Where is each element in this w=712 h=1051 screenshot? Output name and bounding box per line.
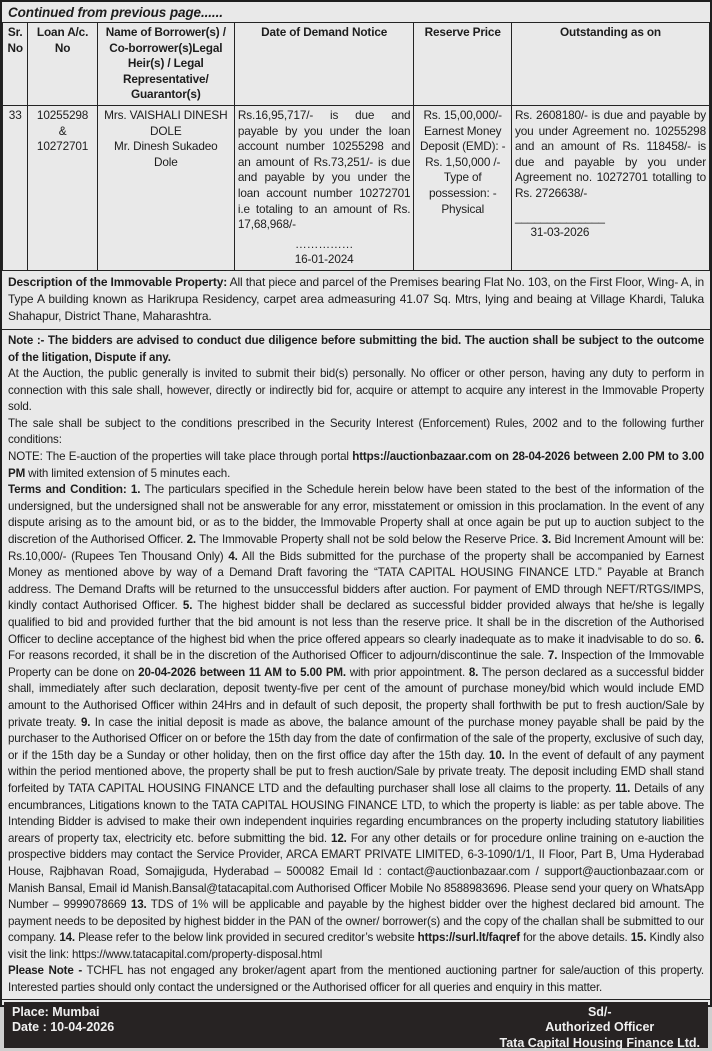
cell-demand-notice bbox=[234, 105, 414, 270]
continued-header: Continued from previous page...... bbox=[8, 5, 223, 20]
cell-outstanding bbox=[512, 105, 710, 270]
paragraph-terms-and-conditions: Terms and Condition: 1. The particulars specified in the Schedule herein below have been stated to the best of the information of the undersigned, but the undersigned shall not be answerable for any error, misstatement or omission in this proclamation. In the event of any dispute arising as to the amount bid, or as to the bidder, the Immovable Property shall at once again be put up to auction subject to the discretion of the Authorised Officer. 2. The Immovable Property shall not be sold below the Reserve Price. 3. Bid Increment Amount will be: Rs.10,000/- (Rupees Ten Thousand Only) 4. All the Bids submitted for the purchase of the property shall be accompanied by Earnest Money as mentioned above by way of a Demand Draft favoring the “TATA CAPITAL HOUSING FINANCE LTD.” Payable at Branch address. The Demand Drafts will be returned to the unsuccessful bidders after auction. For payment of EMD through NEFT/RTGS/IMPS, kindly contact Authorised Officer. 5. The highest bidder shall be declared as successful bidder provided always that he/she is legally qualified to bid and provided further that the bid amount is not less than the reserve price. It shall be in the discretion of the Authorised Officer to decline acceptance of the highest bid when the price offered appears so clearly inadequate as to make it inadvisable to do so. 6. For reasons recorded, it shall be in the discretion of the Authorised Officer to adjourn/discontinue the sale. 7. Inspection of the Immovable Property can be done on 20-04-2026 between 11 AM to 5.00 PM. with prior appointment. 8. The person declared as a successful bidder shall, immediately after such declaration, deposit twenty-five per cent of the amount of purchase money/bid which would include EMD amount to the Authorised Officer within 24Hrs and in default of such deposit, the property shall forthwith be put to fresh auction/Sale by private treaty. 9. In case the initial deposit is made as above, the balance amount of the purchase money payable shall be paid by the purchaser to the Authorised Officer on or before the 15th day from the date of confirmation of the sale of the property, exclusive of such day, or if the 15th day be a Sunday or other holiday, then on the first office day after the 15th day. 10. In the event of default of any payment within the period mentioned above, the property shall be put to fresh auction/Sale by private treaty. The deposit including EMD shall stand forfeited by TATA CAPITAL HOUSING FINANCE LTD and the defaulting purchaser shall lose all claims to the property. 11. Details of any encumbrances, Litigations known to the TATA CAPITAL HOUSING FINANCE LTD, to which the property is liable: as per table above. The Intending Bidder is advised to make their own independent inquiries regarding encumbrances on the property including statutory liabilities arears of property tax, electricity etc. before submitting the bid. 12. For any other details or for procedure online training on e-auction the prospective bidders may contact the Service Provider, ARCA EMART PRIVATE LIMITED, 6-3-1090/1/1, II Floor, Part B, Uma Hyderabad House, Rajbhavan Road, Somajiguda, Hyderabad – 500082 Email Id : contact@auctionbazaar.com / support@auctionbazaar.com or Manish Bansal, Email id Manish.Bansal@tatacapital.com Authorised Officer Mobile No 8588983696. Please send your query on WhatsApp Number – 9999078669 13. TDS of 1% will be applicable and payable by the highest bidder over the highest declared bid amount. The payment needs to be deposited by highest bidder in the PAN of the owner/ borrower(s) and the copy of the challan shall be submitted to our company. 14. Please refer to the below link provided in secured creditor’s website https://surl.lt/faqref for the above details. 15. Kindly also visit the link: https://www.tatacapital.com/property-disposal.html bbox=[8, 483, 705, 961]
footer-signature-block bbox=[500, 1005, 700, 1051]
footer-company: Tata Capital Housing Finance Ltd. bbox=[499, 1035, 700, 1050]
table-row bbox=[3, 105, 710, 270]
footer-place: Place: Mumbai bbox=[12, 1004, 100, 1019]
outstanding-sign-line: ______________ bbox=[515, 209, 605, 224]
header-demand-notice: Date of Demand Notice bbox=[234, 23, 414, 106]
footer-authorized-officer: Authorized Officer bbox=[545, 1020, 655, 1035]
paragraph-sale-conditions: The sale shall be subject to the conditions prescribed in the Security Interest (Enforcement) Rules, 2002 and to the following further conditions: bbox=[8, 416, 704, 447]
header-sr-no: Sr. No bbox=[3, 23, 28, 106]
paragraph-eauction-note: NOTE: The E-auction of the properties will take place through portal https://auctionbazaar.com on 28-04-2026 between 2.00 PM to 3.00 PM with limited extension of 5 minutes each. bbox=[8, 450, 704, 480]
header-reserve-price: Reserve Price bbox=[414, 23, 512, 106]
outstanding-text: Rs. 2608180/- is due and payable by you under Agreement no. 10255298 and an amount of Rs. 118458/- is due and payable by you under Agreement no. 10272701 totalling to Rs. 2726638/- bbox=[515, 107, 706, 200]
property-description: Description of the Immovable Property: All that piece and parcel of the Premises bearing Flat No. 103, on the First Floor, Wing- A, in Type A building known as Harikrupa Residency, carpet area admeasuring 41.07 Sq. Mtrs, lying and beaing at Village Khardi, Taluka Shahapur, District Thane, Maharashtra. bbox=[2, 271, 710, 330]
outstanding-date: 31-03-2026 bbox=[530, 225, 590, 240]
cell-loan-ac: 10255298 & 10272701 bbox=[28, 105, 97, 270]
header-borrower-name: Name of Borrower(s) / Co-borrower(s)Legal Heir(s) / Legal Representative/ Guarantor(s) bbox=[97, 23, 234, 106]
loan-details-table bbox=[2, 22, 710, 271]
paragraph-note: Note :- The bidders are advised to conduct due diligence before submitting the bid. The auction shall be subject to the outcome of the litigation, Dispute if any. bbox=[8, 333, 704, 364]
body-text-section bbox=[2, 330, 710, 1000]
table-header-row bbox=[3, 23, 710, 106]
footer-bar bbox=[4, 1002, 708, 1048]
demand-notice-date: 16-01-2024 bbox=[294, 252, 354, 267]
demand-notice-dots: …………… bbox=[295, 236, 354, 251]
footer-sd: Sd/- bbox=[587, 1004, 612, 1019]
paragraph-please-note: Please Note - TCHFL has not engaged any broker/agent apart from the mentioned auctioning partner for sale/auction of this property. Interested parties should only contact the undersigned or the Authorised officer for all queries and enquiry in this matter. bbox=[8, 964, 704, 995]
cell-borrower-name: Mrs. VAISHALI DINESH DOLE Mr. Dinesh Sukadeo Dole bbox=[97, 105, 234, 270]
outstanding-sign-block bbox=[515, 210, 605, 241]
cell-reserve-price: Rs. 15,00,000/- Earnest Money Deposit (EMD): - Rs. 1,50,000 /- Type of possession: - Physical bbox=[414, 105, 512, 270]
header-loan-ac: Loan A/c. No bbox=[28, 23, 97, 106]
footer-place-date bbox=[12, 1005, 114, 1036]
demand-notice-text: Rs.16,95,717/- is due and payable by you under the loan account number 10255298 and an amount of Rs.73,251/- is due and payable by you under the loan account number 10272701 i.e totaling to an amount of Rs. 17,68,968/- bbox=[237, 107, 411, 232]
cell-sr-no: 33 bbox=[3, 105, 28, 270]
paragraph-at-auction: At the Auction, the public generally is invited to submit their bid(s) personally. No officer or other person, having any duty to perform in connection with this sale shall, however, directly or indirectly bid for, acquire or attempt to acquire any interest in the Immovable Property sold. bbox=[8, 367, 704, 414]
header-outstanding: Outstanding as on bbox=[512, 23, 710, 106]
footer-date: Date : 10-04-2026 bbox=[12, 1020, 115, 1035]
